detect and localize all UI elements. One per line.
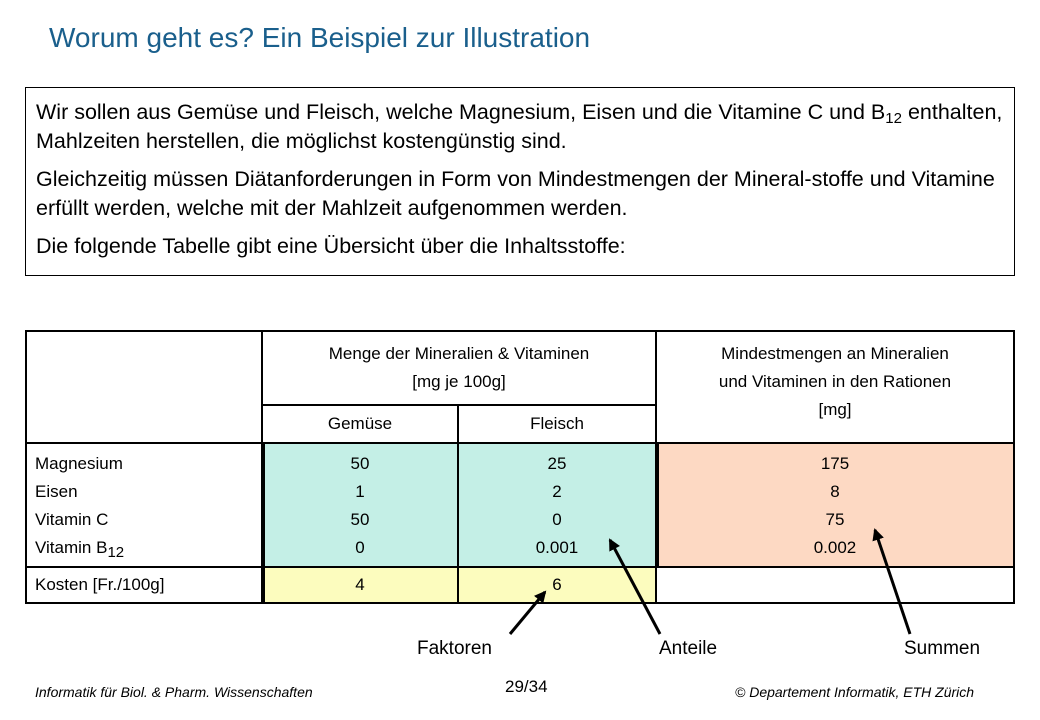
- slide-title: Worum geht es? Ein Beispiel zur Illustration: [49, 22, 591, 53]
- table-value: 1: [355, 482, 365, 501]
- arrow-faktoren: [510, 592, 545, 634]
- table-value: 25: [547, 454, 567, 473]
- table-value: 50: [350, 510, 370, 529]
- label-summen: Summen: [904, 638, 981, 659]
- table-value: 0.001: [535, 538, 579, 557]
- footer-left: Informatik für Biol. & Pharm. Wissenschaften: [35, 684, 313, 700]
- page-number: 29/34: [505, 677, 548, 696]
- row-label: Magnesium: [35, 454, 123, 473]
- table-value: 50: [350, 454, 370, 473]
- table-value: 75: [825, 510, 845, 529]
- row-label: Eisen: [35, 482, 78, 501]
- table-value: 175: [820, 454, 850, 473]
- intro-paragraph-2: Gleichzeitig müssen Diätanforderungen in Form von Mindestmengen der Mineral-stoffe und Vitamine erfüllt werden, welche mit der Mahlzeit aufgenommen werden.: [36, 167, 995, 220]
- table-value: 0: [552, 510, 562, 529]
- table-value: 8: [830, 482, 840, 501]
- row-label: Vitamin C: [35, 510, 109, 529]
- header-amount: Menge der Mineralien & Vitaminen [mg je 100g]: [261, 330, 657, 406]
- arrow-summen: [875, 530, 910, 634]
- col-gemuese: Gemüse: [261, 404, 459, 444]
- header-minimum: Mindestmengen an Mineralien und Vitaminen in den Rationen [mg]: [655, 330, 1015, 444]
- cost-label: Kosten [Fr./100g]: [25, 566, 263, 604]
- label-anteile: Anteile: [659, 638, 718, 659]
- arrow-anteile: [610, 540, 660, 634]
- table-value: 0: [355, 538, 365, 557]
- intro-paragraph-1: Wir sollen aus Gemüse und Fleisch, welche Magnesium, Eisen und die Vitamine C und $B_{12}$ enthalten, Mahlzeiten herstellen, die möglichst kostengünstig sind.: [36, 100, 1003, 153]
- intro-paragraph-3: Die folgende Tabelle gibt eine Übersicht über die Inhaltsstoffe:: [36, 234, 626, 258]
- table-value: 2: [552, 482, 562, 501]
- cost-gemuese: 4: [261, 566, 459, 604]
- table-value: 0.002: [813, 538, 857, 557]
- label-faktoren: Faktoren: [417, 638, 492, 659]
- cost-fleisch: 6: [457, 566, 657, 604]
- col-fleisch: Fleisch: [457, 404, 657, 444]
- footer-right: © Departement Informatik, ETH Zürich: [735, 684, 975, 700]
- row-label: Vitamin $B_{12}$: [35, 538, 125, 561]
